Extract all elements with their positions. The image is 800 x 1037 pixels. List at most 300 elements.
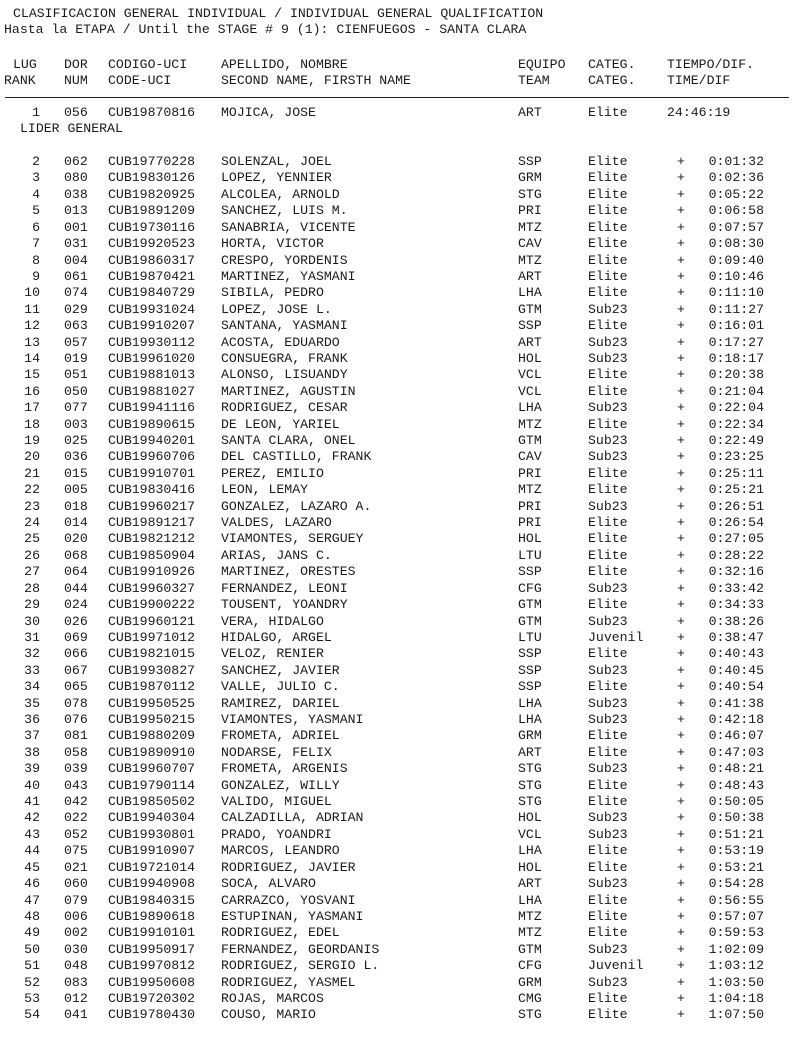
row-sign: + bbox=[677, 810, 685, 826]
row-team: LTU bbox=[518, 629, 542, 645]
row-category: Elite bbox=[588, 383, 628, 399]
row-uci: CUB19970812 bbox=[108, 958, 196, 974]
row-rank: 9 bbox=[32, 268, 40, 284]
row-sign: + bbox=[677, 613, 685, 629]
row-uci: CUB19840315 bbox=[108, 892, 196, 908]
row-team: CAV bbox=[518, 236, 542, 252]
leader-team: ART bbox=[518, 105, 542, 120]
row-uci: CUB19890615 bbox=[108, 416, 196, 432]
row-time: 0:02:36 bbox=[708, 170, 764, 186]
row-name: VIAMONTES, SERGUEY bbox=[221, 531, 364, 547]
row-category: Elite bbox=[588, 728, 628, 744]
row-sign: + bbox=[677, 367, 685, 383]
row-time: 0:23:25 bbox=[708, 449, 764, 465]
row-dor: 078 bbox=[64, 695, 88, 711]
row-time: 1:03:50 bbox=[708, 974, 764, 990]
row-name: SANABRIA, VICENTE bbox=[221, 219, 356, 235]
row-name: DE LEON, YARIEL bbox=[221, 416, 340, 432]
row-team: ART bbox=[518, 744, 542, 760]
row-sign: + bbox=[677, 925, 685, 941]
row-dor: 039 bbox=[64, 761, 88, 777]
row-sign: + bbox=[677, 318, 685, 334]
row-name: NODARSE, FELIX bbox=[221, 744, 332, 760]
row-uci: CUB19950215 bbox=[108, 711, 196, 727]
row-rank: 39 bbox=[24, 761, 40, 777]
table-row bbox=[0, 581, 800, 597]
row-category: Sub23 bbox=[588, 449, 628, 465]
leader-category: Elite bbox=[588, 105, 628, 120]
table-row bbox=[0, 942, 800, 958]
row-category: Sub23 bbox=[588, 433, 628, 448]
leader-dor: 056 bbox=[64, 105, 88, 120]
row-sign: + bbox=[677, 252, 685, 268]
row-rank: 53 bbox=[24, 990, 40, 1006]
row-rank: 18 bbox=[24, 416, 40, 432]
row-uci: CUB19910907 bbox=[108, 843, 196, 859]
row-category: Sub23 bbox=[588, 876, 628, 891]
row-name: RODRIGUEZ, YASMEL bbox=[221, 974, 356, 990]
row-dor: 060 bbox=[64, 876, 88, 891]
table-row bbox=[0, 499, 800, 515]
row-time: 0:40:43 bbox=[708, 646, 764, 662]
header-apellido-nombre: APELLIDO, NOMBRE bbox=[221, 57, 348, 72]
row-sign: + bbox=[677, 958, 685, 974]
row-rank: 15 bbox=[24, 367, 40, 383]
row-sign: + bbox=[677, 679, 685, 695]
row-dor: 076 bbox=[64, 711, 88, 727]
row-rank: 27 bbox=[24, 564, 40, 580]
row-time: 0:34:33 bbox=[708, 597, 764, 613]
table-row bbox=[0, 712, 800, 728]
row-dor: 036 bbox=[64, 449, 88, 465]
row-category: Elite bbox=[588, 744, 628, 760]
row-dor: 022 bbox=[64, 810, 88, 826]
header-codigo-uci: CODIGO-UCI bbox=[108, 57, 188, 72]
row-uci: CUB19950525 bbox=[108, 695, 196, 711]
row-category: Sub23 bbox=[588, 613, 628, 629]
table-row bbox=[0, 564, 800, 580]
row-time: 0:41:38 bbox=[708, 695, 764, 711]
row-name: PRADO, YOANDRI bbox=[221, 826, 332, 842]
row-name: FROMETA, ADRIEL bbox=[221, 728, 340, 744]
row-uci: CUB19960707 bbox=[108, 761, 196, 777]
row-team: GRM bbox=[518, 974, 542, 990]
row-name: VALIDO, MIGUEL bbox=[221, 794, 332, 809]
row-rank: 30 bbox=[24, 613, 40, 629]
leader-row bbox=[0, 105, 800, 121]
row-time: 0:54:28 bbox=[708, 876, 764, 891]
row-rank: 50 bbox=[24, 941, 40, 957]
row-category: Elite bbox=[588, 679, 628, 695]
table-row bbox=[0, 548, 800, 564]
row-category: Elite bbox=[588, 203, 628, 219]
table-row bbox=[0, 285, 800, 301]
row-rank: 4 bbox=[32, 186, 40, 202]
row-dor: 069 bbox=[64, 629, 88, 645]
table-row bbox=[0, 991, 800, 1007]
row-rank: 20 bbox=[24, 449, 40, 465]
row-category: Sub23 bbox=[588, 400, 628, 416]
row-time: 0:10:46 bbox=[708, 268, 764, 284]
leader-label: LIDER GENERAL bbox=[20, 121, 123, 136]
table-row bbox=[0, 810, 800, 826]
row-rank: 43 bbox=[24, 826, 40, 842]
row-category: Elite bbox=[588, 465, 628, 481]
row-team: MTZ bbox=[518, 416, 542, 432]
table-row bbox=[0, 614, 800, 630]
table-row bbox=[0, 417, 800, 433]
row-category: Elite bbox=[588, 515, 628, 530]
row-time: 0:21:04 bbox=[708, 383, 764, 399]
row-dor: 068 bbox=[64, 547, 88, 563]
row-uci: CUB19821212 bbox=[108, 531, 196, 547]
row-team: SSP bbox=[518, 646, 542, 662]
row-sign: + bbox=[677, 974, 685, 990]
row-name: LEON, LEMAY bbox=[221, 482, 309, 498]
row-rank: 21 bbox=[24, 465, 40, 481]
row-name: SANTA CLARA, ONEL bbox=[221, 433, 356, 448]
row-team: HOL bbox=[518, 859, 542, 875]
table-row bbox=[0, 367, 800, 383]
row-time: 0:32:16 bbox=[708, 564, 764, 580]
row-category: Elite bbox=[588, 236, 628, 252]
header-equipo: EQUIPO bbox=[518, 57, 566, 72]
row-uci: CUB19890910 bbox=[108, 744, 196, 760]
row-category: Elite bbox=[588, 252, 628, 268]
row-name: FERNANDEZ, LEONI bbox=[221, 580, 348, 596]
row-category: Elite bbox=[588, 219, 628, 235]
row-dor: 004 bbox=[64, 252, 88, 268]
row-sign: + bbox=[677, 498, 685, 514]
row-dor: 012 bbox=[64, 990, 88, 1006]
row-team: SSP bbox=[518, 318, 542, 334]
row-dor: 058 bbox=[64, 744, 88, 760]
row-time: 0:25:11 bbox=[708, 465, 764, 481]
table-row bbox=[0, 384, 800, 400]
row-sign: + bbox=[677, 777, 685, 793]
row-dor: 025 bbox=[64, 433, 88, 448]
row-category: Elite bbox=[588, 908, 628, 924]
header-divider bbox=[5, 97, 789, 98]
row-team: HOL bbox=[518, 350, 542, 366]
row-rank: 38 bbox=[24, 744, 40, 760]
row-time: 0:01:32 bbox=[708, 154, 764, 169]
row-uci: CUB19950917 bbox=[108, 941, 196, 957]
row-team: CAV bbox=[518, 449, 542, 465]
row-dor: 048 bbox=[64, 958, 88, 974]
row-uci: CUB19940908 bbox=[108, 876, 196, 891]
row-name: SOLENZAL, JOEL bbox=[221, 154, 332, 169]
row-team: LTU bbox=[518, 547, 542, 563]
row-uci: CUB19820925 bbox=[108, 186, 196, 202]
row-rank: 40 bbox=[24, 777, 40, 793]
row-dor: 081 bbox=[64, 728, 88, 744]
table-row bbox=[0, 860, 800, 876]
row-dor: 030 bbox=[64, 941, 88, 957]
row-time: 0:48:43 bbox=[708, 777, 764, 793]
header-tiempo: TIEMPO/DIF. bbox=[667, 57, 755, 72]
row-category: Sub23 bbox=[588, 826, 628, 842]
row-uci: CUB19821015 bbox=[108, 646, 196, 662]
row-category: Elite bbox=[588, 892, 628, 908]
row-time: 0:25:21 bbox=[708, 482, 764, 498]
table-row bbox=[0, 909, 800, 925]
row-name: ALONSO, LISUANDY bbox=[221, 367, 348, 383]
row-team: ART bbox=[518, 876, 542, 891]
row-rank: 3 bbox=[32, 170, 40, 186]
row-name: RODRIGUEZ, SERGIO L. bbox=[221, 958, 380, 974]
row-dor: 031 bbox=[64, 236, 88, 252]
row-team: LHA bbox=[518, 711, 542, 727]
row-team: SSP bbox=[518, 564, 542, 580]
row-time: 0:40:45 bbox=[708, 662, 764, 678]
row-uci: CUB19881027 bbox=[108, 383, 196, 399]
row-name: VELOZ, RENIER bbox=[221, 646, 324, 662]
row-sign: + bbox=[677, 662, 685, 678]
row-name: LOPEZ, JOSE L. bbox=[221, 301, 332, 317]
row-rank: 17 bbox=[24, 400, 40, 416]
row-category: Elite bbox=[588, 925, 628, 941]
row-name: ALCOLEA, ARNOLD bbox=[221, 186, 340, 202]
row-uci: CUB19960217 bbox=[108, 498, 196, 514]
row-sign: + bbox=[677, 334, 685, 350]
row-rank: 42 bbox=[24, 810, 40, 826]
row-rank: 6 bbox=[32, 219, 40, 235]
row-team: LHA bbox=[518, 400, 542, 416]
table-row bbox=[0, 433, 800, 449]
row-category: Sub23 bbox=[588, 695, 628, 711]
row-category: Elite bbox=[588, 268, 628, 284]
row-dor: 015 bbox=[64, 465, 88, 481]
row-category: Sub23 bbox=[588, 941, 628, 957]
leader-time: 24:46:19 bbox=[667, 105, 731, 120]
row-name: CALZADILLA, ADRIAN bbox=[221, 810, 364, 826]
row-category: Elite bbox=[588, 1007, 628, 1023]
row-team: LHA bbox=[518, 843, 542, 859]
row-category: Juvenil bbox=[588, 629, 644, 645]
row-uci: CUB19880209 bbox=[108, 728, 196, 744]
row-uci: CUB19910101 bbox=[108, 925, 196, 941]
row-uci: CUB19790114 bbox=[108, 777, 196, 793]
row-name: RODRIGUEZ, CESAR bbox=[221, 400, 348, 416]
row-sign: + bbox=[677, 990, 685, 1006]
row-name: COUSO, MARIO bbox=[221, 1007, 316, 1023]
row-time: 0:56:55 bbox=[708, 892, 764, 908]
row-time: 0:38:47 bbox=[708, 629, 764, 645]
table-row bbox=[0, 827, 800, 843]
row-dor: 014 bbox=[64, 515, 88, 530]
row-sign: + bbox=[677, 646, 685, 662]
row-name: VALDES, LAZARO bbox=[221, 515, 332, 530]
table-row bbox=[0, 663, 800, 679]
row-time: 0:53:21 bbox=[708, 859, 764, 875]
row-uci: CUB19941116 bbox=[108, 400, 196, 416]
row-name: HORTA, VICTOR bbox=[221, 236, 324, 252]
row-uci: CUB19910207 bbox=[108, 318, 196, 334]
row-rank: 54 bbox=[24, 1007, 40, 1023]
table-row bbox=[0, 318, 800, 334]
row-sign: + bbox=[677, 170, 685, 186]
row-team: CFG bbox=[518, 580, 542, 596]
row-name: MARTINEZ, YASMANI bbox=[221, 268, 356, 284]
row-time: 0:50:05 bbox=[708, 794, 764, 809]
table-row bbox=[0, 958, 800, 974]
row-rank: 28 bbox=[24, 580, 40, 596]
row-time: 0:57:07 bbox=[708, 908, 764, 924]
leader-name: MOJICA, JOSE bbox=[221, 105, 316, 120]
row-category: Sub23 bbox=[588, 810, 628, 826]
row-dor: 043 bbox=[64, 777, 88, 793]
row-time: 0:28:22 bbox=[708, 547, 764, 563]
row-team: PRI bbox=[518, 515, 542, 530]
row-team: MTZ bbox=[518, 219, 542, 235]
row-sign: + bbox=[677, 941, 685, 957]
row-rank: 23 bbox=[24, 498, 40, 514]
row-dor: 051 bbox=[64, 367, 88, 383]
header-time-dif: TIME/DIF bbox=[667, 73, 731, 88]
row-team: STG bbox=[518, 761, 542, 777]
row-rank: 11 bbox=[24, 301, 40, 317]
row-sign: + bbox=[677, 383, 685, 399]
row-dor: 074 bbox=[64, 285, 88, 301]
table-row bbox=[0, 597, 800, 613]
row-name: HIDALGO, ARGEL bbox=[221, 629, 332, 645]
row-sign: + bbox=[677, 580, 685, 596]
row-category: Elite bbox=[588, 859, 628, 875]
row-name: VIAMONTES, YASMANI bbox=[221, 711, 364, 727]
row-uci: CUB19850502 bbox=[108, 794, 196, 809]
row-dor: 038 bbox=[64, 186, 88, 202]
row-sign: + bbox=[677, 285, 685, 301]
row-uci: CUB19960706 bbox=[108, 449, 196, 465]
row-dor: 019 bbox=[64, 350, 88, 366]
row-time: 1:03:12 bbox=[708, 958, 764, 974]
row-dor: 005 bbox=[64, 482, 88, 498]
row-team: MTZ bbox=[518, 925, 542, 941]
row-dor: 077 bbox=[64, 400, 88, 416]
row-dor: 018 bbox=[64, 498, 88, 514]
row-team: LHA bbox=[518, 892, 542, 908]
row-dor: 062 bbox=[64, 154, 88, 169]
row-dor: 026 bbox=[64, 613, 88, 629]
row-uci: CUB19721014 bbox=[108, 859, 196, 875]
row-sign: + bbox=[677, 629, 685, 645]
table-row bbox=[0, 482, 800, 498]
row-time: 1:07:50 bbox=[708, 1007, 764, 1023]
row-time: 0:09:40 bbox=[708, 252, 764, 268]
document-subtitle: Hasta la ETAPA / Until the STAGE # 9 (1): CIENFUEGOS - SANTA CLARA bbox=[4, 22, 527, 37]
row-rank: 36 bbox=[24, 711, 40, 727]
row-category: Elite bbox=[588, 794, 628, 809]
row-name: FERNANDEZ, GEORDANIS bbox=[221, 941, 380, 957]
row-team: PRI bbox=[518, 203, 542, 219]
row-rank: 35 bbox=[24, 695, 40, 711]
row-team: STG bbox=[518, 777, 542, 793]
row-sign: + bbox=[677, 268, 685, 284]
row-name: LOPEZ, YENNIER bbox=[221, 170, 332, 186]
row-category: Elite bbox=[588, 564, 628, 580]
row-sign: + bbox=[677, 597, 685, 613]
row-name: TOUSENT, YOANDRY bbox=[221, 597, 348, 613]
row-sign: + bbox=[677, 826, 685, 842]
row-sign: + bbox=[677, 203, 685, 219]
row-dor: 067 bbox=[64, 662, 88, 678]
row-name: SANTANA, YASMANI bbox=[221, 318, 348, 334]
row-uci: CUB19850904 bbox=[108, 547, 196, 563]
row-team: VCL bbox=[518, 383, 542, 399]
row-uci: CUB19890618 bbox=[108, 908, 196, 924]
row-team: HOL bbox=[518, 531, 542, 547]
row-uci: CUB19930112 bbox=[108, 334, 196, 350]
row-name: RAMIREZ, DARIEL bbox=[221, 695, 340, 711]
row-uci: CUB19971012 bbox=[108, 629, 196, 645]
row-name: ESTUPINAN, YASMANI bbox=[221, 908, 364, 924]
table-row bbox=[0, 253, 800, 269]
row-dor: 044 bbox=[64, 580, 88, 596]
row-name: VALLE, JULIO C. bbox=[221, 679, 340, 695]
table-row bbox=[0, 778, 800, 794]
row-uci: CUB19930801 bbox=[108, 826, 196, 842]
row-uci: CUB19910701 bbox=[108, 465, 196, 481]
row-rank: 29 bbox=[24, 597, 40, 613]
row-sign: + bbox=[677, 433, 685, 448]
row-time: 0:22:49 bbox=[708, 433, 764, 448]
row-dor: 057 bbox=[64, 334, 88, 350]
header-code-uci: CODE-UCI bbox=[108, 73, 172, 88]
table-row bbox=[0, 220, 800, 236]
row-rank: 31 bbox=[24, 629, 40, 645]
row-sign: + bbox=[677, 350, 685, 366]
row-sign: + bbox=[677, 400, 685, 416]
row-category: Sub23 bbox=[588, 580, 628, 596]
row-dor: 024 bbox=[64, 597, 88, 613]
row-dor: 001 bbox=[64, 219, 88, 235]
row-uci: CUB19891217 bbox=[108, 515, 196, 530]
row-sign: + bbox=[677, 531, 685, 547]
row-category: Elite bbox=[588, 318, 628, 334]
row-dor: 061 bbox=[64, 268, 88, 284]
row-dor: 002 bbox=[64, 925, 88, 941]
row-sign: + bbox=[677, 744, 685, 760]
row-time: 0:51:21 bbox=[708, 826, 764, 842]
row-name: MARTINEZ, ORESTES bbox=[221, 564, 356, 580]
row-name: SIBILA, PEDRO bbox=[221, 285, 324, 301]
row-team: VCL bbox=[518, 826, 542, 842]
row-time: 0:50:38 bbox=[708, 810, 764, 826]
row-name: SOCA, ALVARO bbox=[221, 876, 316, 891]
row-rank: 44 bbox=[24, 843, 40, 859]
row-rank: 13 bbox=[24, 334, 40, 350]
row-dor: 020 bbox=[64, 531, 88, 547]
row-uci: CUB19891209 bbox=[108, 203, 196, 219]
row-rank: 10 bbox=[24, 285, 40, 301]
row-sign: + bbox=[677, 728, 685, 744]
table-row bbox=[0, 745, 800, 761]
row-time: 0:20:38 bbox=[708, 367, 764, 383]
row-sign: + bbox=[677, 154, 685, 169]
header-num: NUM bbox=[64, 73, 88, 88]
row-team: MTZ bbox=[518, 908, 542, 924]
row-time: 1:04:18 bbox=[708, 990, 764, 1006]
row-rank: 2 bbox=[32, 154, 40, 169]
row-rank: 5 bbox=[32, 203, 40, 219]
row-time: 0:27:05 bbox=[708, 531, 764, 547]
row-category: Elite bbox=[588, 843, 628, 859]
row-rank: 7 bbox=[32, 236, 40, 252]
row-category: Juvenil bbox=[588, 958, 644, 974]
row-team: STG bbox=[518, 794, 542, 809]
row-team: GTM bbox=[518, 941, 542, 957]
